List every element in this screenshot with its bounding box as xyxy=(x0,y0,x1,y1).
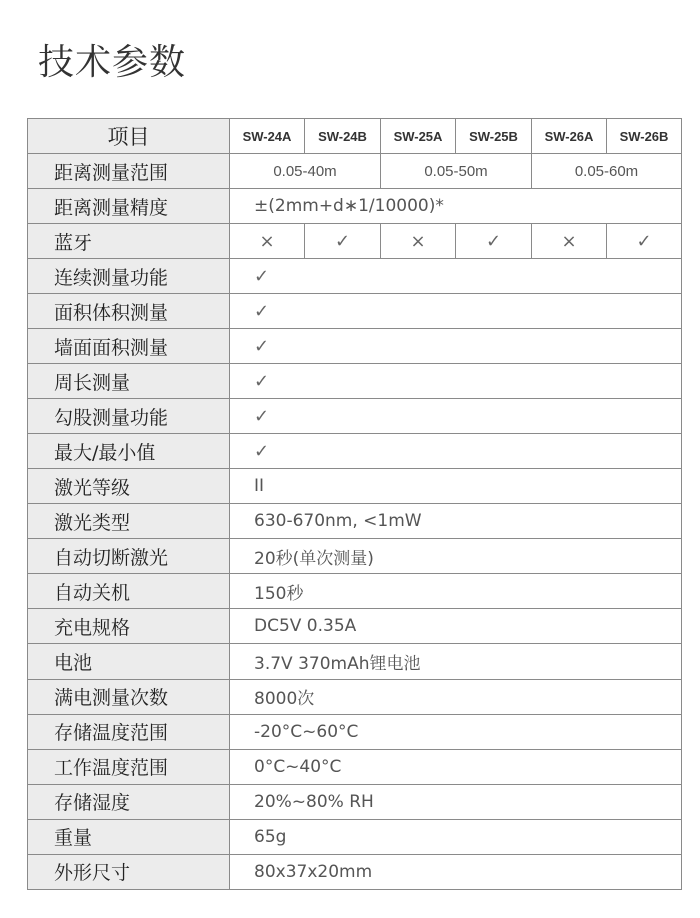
row-value: II xyxy=(230,469,682,504)
row-value: -20°C~60°C xyxy=(230,714,682,749)
table-row xyxy=(28,329,682,364)
table-row xyxy=(28,399,682,434)
bluetooth-value: × xyxy=(381,224,456,259)
row-value: ±(2mm+d∗1/10000)* xyxy=(230,189,682,224)
table-row xyxy=(28,854,682,889)
table-row xyxy=(28,749,682,784)
row-label: 自动关机 xyxy=(28,574,230,609)
row-value: ✓ xyxy=(230,259,682,294)
row-label: 激光类型 xyxy=(28,504,230,539)
table-row xyxy=(28,434,682,469)
row-label: 自动切断激光 xyxy=(28,539,230,574)
page-title: 技术参数 xyxy=(38,42,187,83)
row-label: 距离测量范围 xyxy=(28,154,230,189)
row-label: 存储温度范围 xyxy=(28,714,230,749)
model-header: SW-24B xyxy=(305,119,381,154)
model-header: SW-25A xyxy=(381,119,456,154)
row-value: 0°C~40°C xyxy=(230,749,682,784)
row-label: 重量 xyxy=(28,819,230,854)
row-value: 8000次 xyxy=(230,679,682,714)
table-row xyxy=(28,574,682,609)
table-row xyxy=(28,679,682,714)
row-value: ✓ xyxy=(230,364,682,399)
range-value: 0.05-60m xyxy=(532,154,682,189)
table-row xyxy=(28,469,682,504)
table-row xyxy=(28,644,682,679)
model-header: SW-26A xyxy=(532,119,607,154)
row-value: 80x37x20mm xyxy=(230,854,682,889)
table-row xyxy=(28,714,682,749)
row-value: DC5V 0.35A xyxy=(230,609,682,644)
table-row xyxy=(28,504,682,539)
range-value: 0.05-40m xyxy=(230,154,381,189)
row-label: 激光等级 xyxy=(28,469,230,504)
table-row xyxy=(28,259,682,294)
row-label: 连续测量功能 xyxy=(28,259,230,294)
row-label: 满电测量次数 xyxy=(28,679,230,714)
table-row xyxy=(28,784,682,819)
row-value: 20秒(单次测量) xyxy=(230,539,682,574)
bluetooth-value: × xyxy=(532,224,607,259)
row-value: ✓ xyxy=(230,434,682,469)
table-row xyxy=(28,819,682,854)
row-label: 蓝牙 xyxy=(28,224,230,259)
bluetooth-value: ✓ xyxy=(456,224,532,259)
model-header: SW-26B xyxy=(607,119,682,154)
row-label: 电池 xyxy=(28,644,230,679)
table-row xyxy=(28,154,682,189)
model-header: SW-25B xyxy=(456,119,532,154)
row-label: 最大/最小值 xyxy=(28,434,230,469)
row-value: 3.7V 370mAh锂电池 xyxy=(230,644,682,679)
bluetooth-value: ✓ xyxy=(305,224,381,259)
header-label: 项目 xyxy=(28,119,230,154)
table-header-row xyxy=(28,119,682,154)
row-label: 存储湿度 xyxy=(28,784,230,819)
bluetooth-value: ✓ xyxy=(607,224,682,259)
table-row xyxy=(28,189,682,224)
spec-table xyxy=(27,118,682,890)
row-label: 外形尺寸 xyxy=(28,854,230,889)
row-value: 20%~80% RH xyxy=(230,784,682,819)
row-value: ✓ xyxy=(230,294,682,329)
model-header: SW-24A xyxy=(230,119,305,154)
row-label: 墙面面积测量 xyxy=(28,329,230,364)
row-label: 工作温度范围 xyxy=(28,749,230,784)
row-value: 630-670nm, <1mW xyxy=(230,504,682,539)
row-value: 65g xyxy=(230,819,682,854)
table-row xyxy=(28,294,682,329)
row-value: 150秒 xyxy=(230,574,682,609)
row-value: ✓ xyxy=(230,329,682,364)
range-value: 0.05-50m xyxy=(381,154,532,189)
row-label: 面积体积测量 xyxy=(28,294,230,329)
bluetooth-value: × xyxy=(230,224,305,259)
row-label: 勾股测量功能 xyxy=(28,399,230,434)
row-label: 充电规格 xyxy=(28,609,230,644)
table-row xyxy=(28,539,682,574)
table-row xyxy=(28,609,682,644)
table-row xyxy=(28,224,682,259)
row-label: 距离测量精度 xyxy=(28,189,230,224)
row-value: ✓ xyxy=(230,399,682,434)
table-row xyxy=(28,364,682,399)
row-label: 周长测量 xyxy=(28,364,230,399)
